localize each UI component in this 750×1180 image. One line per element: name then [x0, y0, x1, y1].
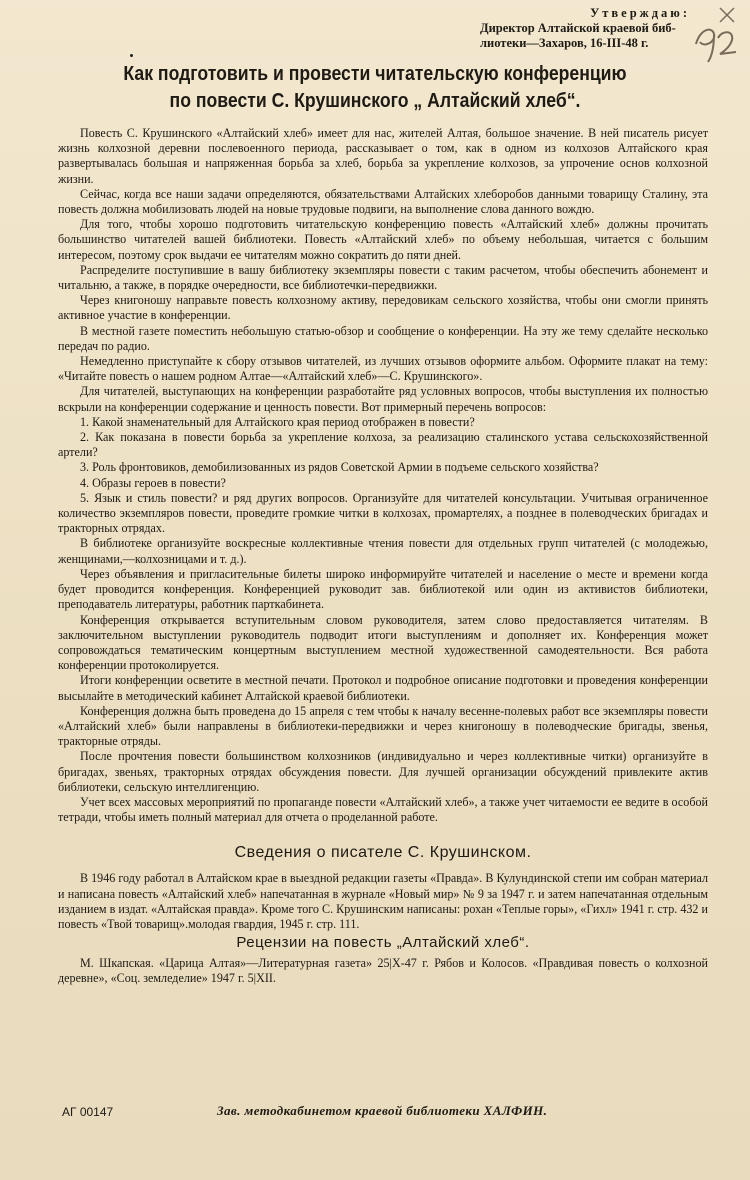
paragraph: Для читателей, выступающих на конференции разработайте ряд условных вопросов, чтобы выступления их полностью вскрыли на конференции содержание и ценность повести. Вот примерный перечень вопросов: [58, 384, 708, 414]
paragraph: В местной газете поместить небольшую статью-обзор и сообщение о конференции. На эту же тему сделайте несколько передач по радио. [58, 323, 708, 353]
paragraph: Немедленно приступайте к сбору отзывов читателей, из лучших отзывов оформите альбом. Оформите плакат на тему: «Читайте повесть о нашем родном Алтае—«Алтайский хлеб»—С. Крушинского». [58, 354, 708, 384]
question-item: 2. Как показана в повести борьба за укрепление колхоза, за реализацию сталинского устава сельскохозяйственной артели? [58, 430, 708, 460]
paragraph: Сейчас, когда все наши задачи определяются, обязательствами Алтайских хлеборобов данными товарищу Сталину, эта повесть должна мобилизовать людей на новые трудовые подвиги, на выполнение слова данного вождю. [58, 186, 708, 217]
question-item: 3. Роль фронтовиков, демобилизованных из рядов Советской Армии в подъеме сельского хозяйства? [80, 460, 599, 475]
question-item: 5. Язык и стиль повести? и ряд других вопросов. Организуйте для читателей консультации. Учитывая ограниченное количество экземпляров повести, проведите громкие читки в колхозах, промартелях, а позднее в полеводческих бригадах и тракторных отрядах. [58, 490, 708, 536]
archive-code: АГ 00147 [62, 1105, 114, 1119]
reviews-section-text: М. Шкапская. «Царица Алтая»—Литературная газета» 25|Х-47 г. Рябов и Колосов. «Правдивая повесть о колхозной деревне», «Соц. земледелие» 1947 г. 5|XII. [58, 956, 708, 986]
writer-section-text: В 1946 году работал в Алтайском крае в выездной редакции газеты «Правда». В Кулундинской степи им собран материал и написана повесть «Алтайский хлеб» напечатанная в журнале «Новый мир» № 9 за 1947 г. и затем напечатанная отдельным изданием в издат. «Алтайская правда». Кроме того С. Крушинским написаны: рохан «Теплые горы», «Гихл» 1941 г. стр. 432 и повесть «Твой товарищ».молодая гвардия, 1945 г. стр. 111. [58, 871, 708, 931]
ink-dot [130, 54, 133, 57]
paragraph: Через объявления и пригласительные билеты широко информируйте читателей и население о месте и времени когда будет проводится конференция. Конференцией руководит зав. библиотекой или один из активистов библиотеки, преподаватель литературы, работник парткабинета. [58, 566, 708, 612]
paragraph: Повесть С. Крушинского «Алтайский хлеб» имеет для нас, жителей Алтая, большое значение. В ней писатель рисует жизнь колхозной деревни послевоенного периода, рассказывает о том, как в одном из колхозов Алтайского края развертывалась большая и напряженная борьба за хлеб, борьба за укрепление колхозов, за упрочение основ колхозной жизни. [58, 126, 708, 186]
signature-line: Зав. методкабинетом краевой библиотеки ХАЛФИН. [217, 1103, 548, 1118]
approval-line-1: Директор Алтайской краевой биб- [480, 21, 676, 35]
title-line-2: по повести С. Крушинского „ Алтайский хлеб“. [169, 89, 581, 112]
approval-stamp [480, 6, 690, 51]
paragraph: Конференция должна быть проведена до 15 апреля с тем чтобы к началу весенне-полевых работ все экземпляры повести «Алтайский хлеб» были направлены в библиотеки-передвижки и через книгоношу в полеводческие бригады, звенья, тракторные отряды. [58, 703, 708, 749]
document-title [87, 60, 663, 114]
paragraph: В библиотеке организуйте воскресные коллективные чтения повести для отдельных групп читателей (с молодежью, женщинами,—колхозницами и т. д.). [58, 536, 708, 566]
paragraph: Для того, чтобы хорошо подготовить читательскую конференцию повесть «Алтайский хлеб» должны прочитать большинство читателей вашей библиотеки. Повесть «Алтайский хлеб» по объему небольшая, читается с большим интересом, поэтому срок выдачи ее читателям можно сократить до пяти дней. [58, 217, 708, 262]
paragraph: После прочтения повести большинством колхозников (индивидуально и через коллективные читки) организуйте в бригадах, звеньях, тракторных отрядах обсуждения повести. Для лучшей организации обсуждений привлеките актив библиотеки, сельскую интеллигенцию. [58, 749, 708, 794]
question-item: 1. Какой знаменательный для Алтайского края период отображен в повести? [80, 414, 475, 429]
reviews-section-heading: Рецензии на повесть „Алтайский хлеб“. [236, 934, 530, 952]
paragraph: Распределите поступившие в вашу библиотеку экземпляры повести с таким расчетом, чтобы обеспечить абонемент и читальню, а также, в порядке очередности, все библиотечки-передвижки. [58, 262, 708, 293]
approval-line-2: лиотеки—Захаров, 16-III-48 г. [480, 36, 649, 50]
approval-heading: Утверждаю: [590, 6, 690, 20]
title-line-1: Как подготовить и провести читательскую конференцию [123, 62, 627, 85]
paragraph: Итоги конференции осветите в местной печати. Протокол и подробное описание подготовки и проведения конференции высылайте в методический кабинет Алтайской краевой библиотеки. [58, 673, 708, 703]
writer-section-heading: Сведения о писателе С. Крушинском. [234, 844, 532, 862]
paragraph: Через книгоношу направьте повесть колхозному активу, передовикам сельского хозяйства, чтобы они смогли принять активное участие в конференции. [58, 293, 708, 323]
question-item: 4. Образы героев в повести? [80, 475, 226, 490]
paragraph: Учет всех массовых мероприятий по пропаганде повести «Алтайский хлеб», а также учет читаемости ее ведите в особой тетради, чтобы иметь полный материал для отчета о проделанной работе. [58, 794, 708, 825]
paragraph: Конференция открывается вступительным словом руководителя, затем слово предоставляется читателям. В заключительном выступлении руководитель подводит итоги выступлениям и дополняет их. Конференция может сопровождаться тематическим концертным выступлением местной художественной самодеятельности. Вся работа конференции протоколируется. [58, 612, 708, 673]
handwritten-page-number [690, 4, 740, 64]
document-body [58, 126, 708, 987]
